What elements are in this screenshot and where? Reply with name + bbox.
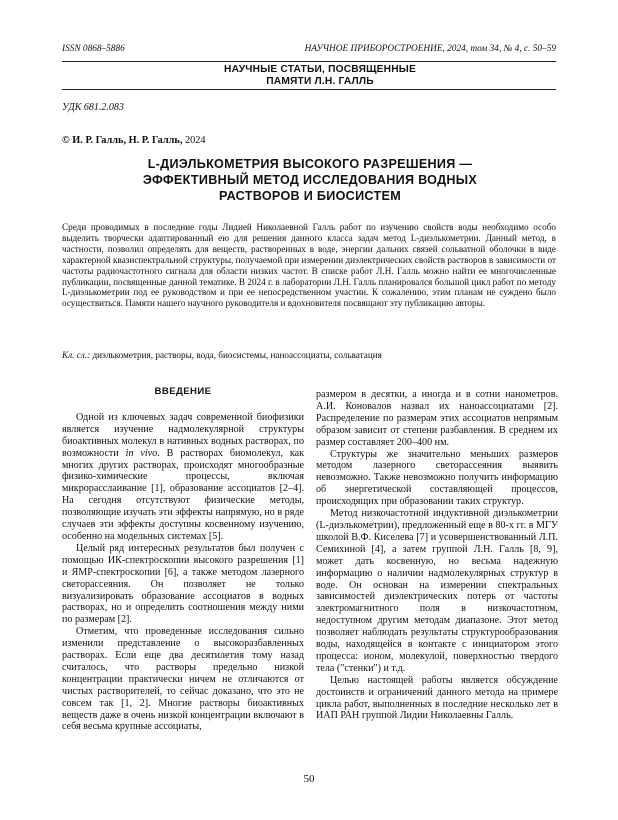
copyright-sign: © (62, 135, 70, 146)
udk-code: УДК 681.2.083 (62, 102, 124, 113)
authors-line (62, 135, 206, 146)
keywords-text: диэлькометрия, растворы, вода, биосистемы, наноассоциаты, сольватация (92, 350, 382, 360)
page-number: 50 (303, 773, 315, 785)
section-banner-line2: ПАМЯТИ Л.Н. ГАЛЛЬ (266, 75, 374, 87)
article-title (100, 156, 520, 204)
section-banner-line1: НАУЧНЫЕ СТАТЬИ, ПОСВЯЩЕННЫЕ (224, 64, 416, 75)
title-line2: ЭФФЕКТИВНЫЙ МЕТОД ИССЛЕДОВАНИЯ ВОДНЫХ (142, 173, 478, 187)
intro-heading: ВВЕДЕНИЕ (154, 386, 212, 397)
intro-paragraph-6: Целью настоящей работы является обсуждение достоинств и ограничений данного метода на примере цикла работ, выполненных в последние несколько лет в ИАП РАН группой Лидии Николаевны Галль. (316, 674, 558, 722)
keywords (62, 350, 556, 360)
intro-paragraph-5: Метод низкочастотной индуктивной диэлькометрии (L-диэлькометрии), предложенный еще в 80-х гг. в МГУ школой В.Ф. Киселева [7] и усовершенствованный Л.П. Семихиной [4], а затем группой Л.Н. Галль [8, 9], может дать косвенную, но весьма надежную информацию о наличии надмолекулярных структур в воде. Он основан на измерении спектральных зависимостей диэлектрических потерь от частоты электромагнитного поля в низкочастотном, недоступном другим методам диапазоне. Этот метод позволяет наблюдать результаты структурообразования воды, находящейся в контакте с инициатором этого процесса: ионом, молекулой, поверхностью твердого тела ("стенки") и т.д. (316, 508, 558, 674)
title-line1: L-ДИЭЛЬКОМЕТРИЯ ВЫСОКОГО РАЗРЕШЕНИЯ — (147, 157, 473, 171)
in-vivo-term: in vivo (125, 447, 158, 459)
bottom-rule (62, 89, 556, 90)
keywords-label: Кл. сл.: (62, 350, 91, 360)
intro-paragraph-3: Отметим, что проведенные исследования сильно изменили представление о высокоразбавленных растворах. Если еще два десятилетия тому назад считалось, что растворы предельно низкой концентрации практически ничем не отличаются от чистых растворителей, то сейчас доказано, что это не совсем так [1, 2]. Многие растворы биоактивных веществ даже в очень низкой концентрации включают в себя весьма крупные ассоциаты, (62, 626, 304, 733)
issn-header: ISSN 0868–5886 (62, 44, 125, 54)
column-left (62, 386, 304, 733)
column-right (316, 389, 558, 722)
section-banner (200, 64, 440, 87)
p1-text-a: Одной из ключевых задач современной биофизики является изучение надмолекулярной структуры биоактивных молекул в нативных водных растворах, по возможности (62, 411, 304, 459)
title-line3: РАСТВОРОВ И БИОСИСТЕМ (218, 189, 401, 203)
intro-paragraph-1 (62, 412, 304, 543)
copyright-year: 2024 (184, 135, 206, 146)
intro-paragraph-3-continued: размером в десятки, а иногда и в сотни нанометров. А.И. Коновалов назвал их наноассоциатами [2]. Распределение по размерам этих ассоциатов непрямым образом зависит от степени разбавления. В среднем их размер составляет 200–400 нм. (316, 389, 558, 448)
author-names: И. Р. Галль, Н. Р. Галль, (72, 135, 183, 146)
journal-header: НАУЧНОЕ ПРИБОРОСТРОЕНИЕ, 2024, том 34, № 4, с. 50–59 (304, 44, 556, 54)
p1-text-b: . В растворах биомолекул, как многих других растворах, происходят многообразные физико-химические процессы, включая микрорасслаивание [1], образование ассоциатов [2–4]. На сегодня отсутствуют физические методы, позволяющие изучать эти эффекты напрямую, но в ряде случаев эти эффекты доступны косвенному изучению, особенно на модельных системах [5]. (62, 447, 305, 542)
abstract: Среди проводимых в последние годы Лидией Николаевной Галль работ по изучению свойств воды необходимо особо выделить творчески адаптированный ею для решения данного класса задач метод L-диэлькометрии. Данный метод, в частности, позволил определять для веществ, растворенных в воде, энергии дальних связей сольватной оболочки в виде характерной квазиспектральной структуры, получаемой при измерении диэлектрических свойств растворов в зависимости от частоты радиочастотного сигнала для области низких частот. В списке работ Л.Н. Галль можно найти ее многочисленные публикации, посвященные данной тематике. В 2024 г. в лаборатории Л.Н. Галль планировался большой цикл работ по методу L-диэлькометрии под ее руководством и при ее непосредственном участии. К сожалению, этим планам не суждено было осуществиться. Памяти нашего научного руководителя и вдохновителя посвящают эту публикацию авторы. (62, 222, 556, 309)
top-rule (62, 61, 556, 62)
intro-paragraph-4: Структуры же значительно меньших размеров методом лазерного светорассеяния выявить невозможно. Также невозможно получить информацию об энергетической составляющей процессов, происходящих при образовании таких структур. (316, 448, 558, 508)
intro-paragraph-2: Целый ряд интересных результатов был получен с помощью ИК-спектроскопии высокого разрешения [1] и ЯМР-спектроскопии [6], а также методом лазерного светорассеяния. Он позволяет не только визуализировать образование ассоциатов в водных растворах, но и определить соотношения между ними по размерам [2]. (62, 542, 304, 626)
